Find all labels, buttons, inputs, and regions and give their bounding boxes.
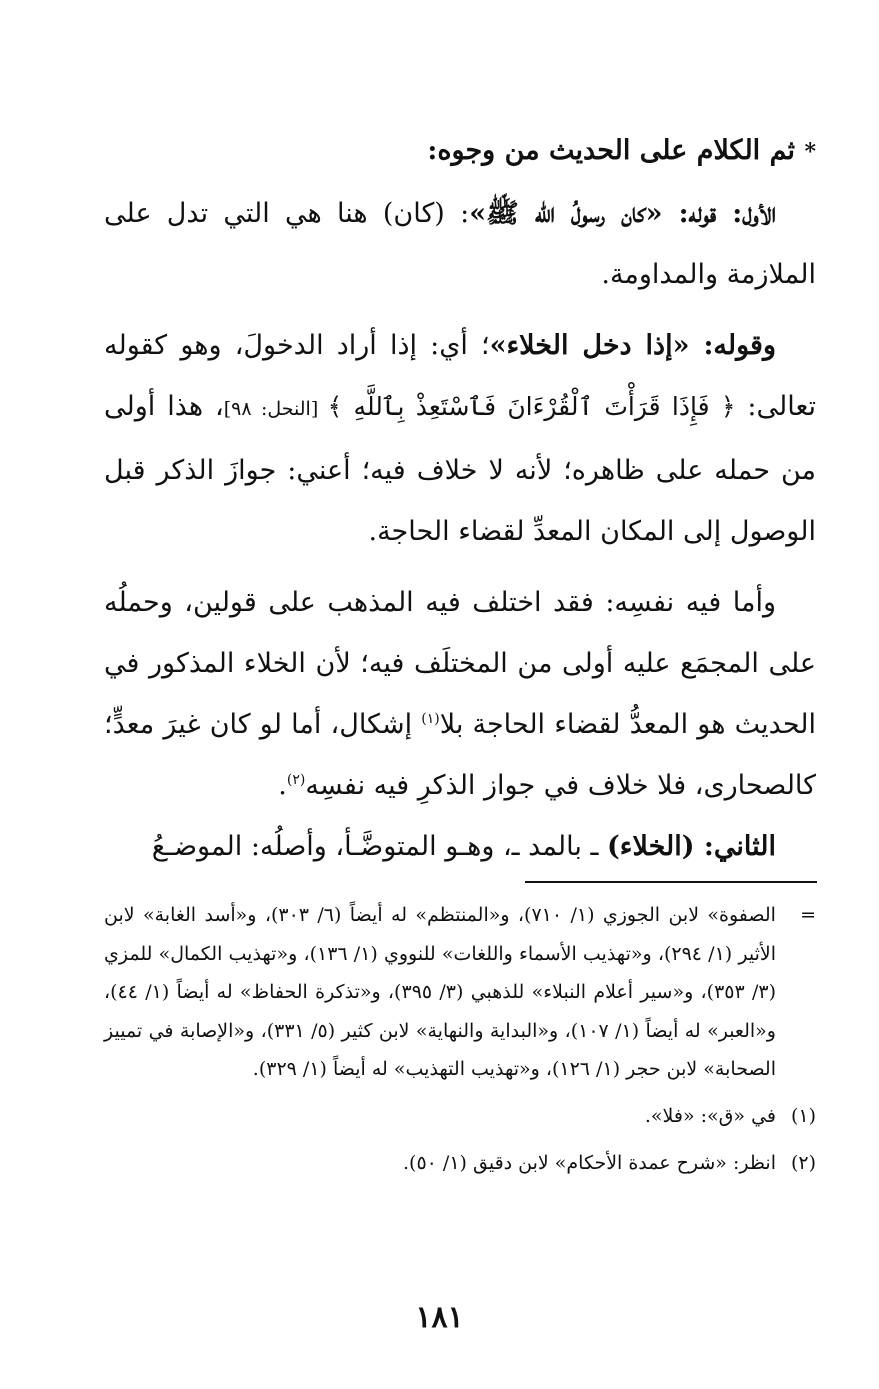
star-icon: * [804, 139, 816, 165]
footnote-1 [104, 1097, 816, 1136]
para2-lead: وقوله: [689, 330, 777, 361]
footnote-2 [104, 1144, 816, 1183]
paragraph-fourth [104, 816, 816, 877]
para2-rest: ، هذا أولى من حمله على ظاهره؛ لأنه لا خلاف فيه؛ أعني: جوازَ الذكر قبل الوصول إلى المكان المعدِّ لقضاء الحاجة. [104, 391, 816, 547]
page-number: ١٨١ [415, 1300, 464, 1335]
main-text [104, 120, 816, 877]
verse-reference: [النحل: ٩٨] [223, 398, 328, 420]
footnotes [104, 896, 816, 1182]
paragraph-second [104, 315, 816, 562]
footnote-continuation [104, 896, 816, 1089]
para1-lead: الأول: قوله: [662, 198, 776, 229]
continuation-mark: = [800, 904, 816, 926]
footnote-ref-2[interactable]: (٢) [286, 772, 306, 788]
paragraph-third [104, 572, 816, 816]
footnote-1-text: في «ق»: «فلا». [644, 1104, 776, 1127]
para1-rest: : (كان) هنا هي التي تدل على الملازمة والمداومة. [104, 198, 816, 290]
para2-quote: «إذا دخل الخلاء» [489, 330, 690, 361]
footnote-2-text: انظر: «شرح عمدة الأحكام» لابن دقيق (١/ ٥٠). [402, 1151, 776, 1174]
paragraph-first [104, 183, 816, 305]
para2-mid: ؛ أي: إذا أراد الدخولَ، وهو كقوله تعالى: [104, 330, 816, 422]
footnote-1-number: (١) [790, 1104, 816, 1127]
section-heading [104, 120, 816, 183]
para3-a: وأما فيه نفسِه: فقد اختلف فيه المذهب على قولين، وحملُه على المجمَع عليه أولى من المختلَف فيه؛ لأن الخلاء المذكور في الحديث هو المعدُّ لقضاء الحاجة بلا [104, 587, 816, 740]
heading-text: ثم الكلام على الحديث من وجوه: [427, 135, 796, 166]
footnote-separator [525, 881, 817, 883]
continuation-text: الصفوة» لابن الجوزي (١/ ٧١٠)، و«المنتظم» له أيضاً (٦/ ٣٠٣)، و«أسد الغابة» لابن الأثير (١/ ٢٩٤)، و«تهذيب الأسماء واللغات» للنووي (١/ ١٣٦)، و«تهذيب الكمال» للمزي (٣/ ٣٥٣)، و«سير أعلام النبلاء» للذهبي (٣/ ٣٩٥)، و«تذكرة الحفاظ» له أيضاً (١/ ٤٤)، و«العبر» له أيضاً (١/ ١٠٧)، و«البداية والنهاية» لابن كثير (٥/ ٣٣١)، و«الإصابة في تمييز الصحابة» لابن حجر (١/ ١٢٦)، و«تهذيب التهذيب» له أيضاً (١/ ٣٢٩). [104, 904, 777, 1081]
quran-verse: ﴿ فَإِذَا قَرَأْتَ ٱلْقُرْءَانَ فَٱسْتَعِذْ بِٱللَّهِ ﴾ [327, 392, 736, 421]
para4-lead: الثاني: (الخلاء) [606, 831, 776, 862]
para4-rest: ـ بالمد ـ، وهـو المتوضَّـأ، وأصلُه: الموضـعُ [151, 831, 607, 862]
para1-quote: «كان رسولُ الله ﷺ» [469, 198, 663, 229]
footnote-2-number: (٢) [790, 1151, 816, 1174]
para3-c: . [278, 770, 287, 801]
para3-b: إشكال، أما لو كان غيرَ معدٍّ؛ كالصحارى، فلا خلاف في جواز الذكرِ فيه نفسِه [104, 709, 816, 801]
footnote-ref-1[interactable]: (١) [421, 711, 440, 727]
